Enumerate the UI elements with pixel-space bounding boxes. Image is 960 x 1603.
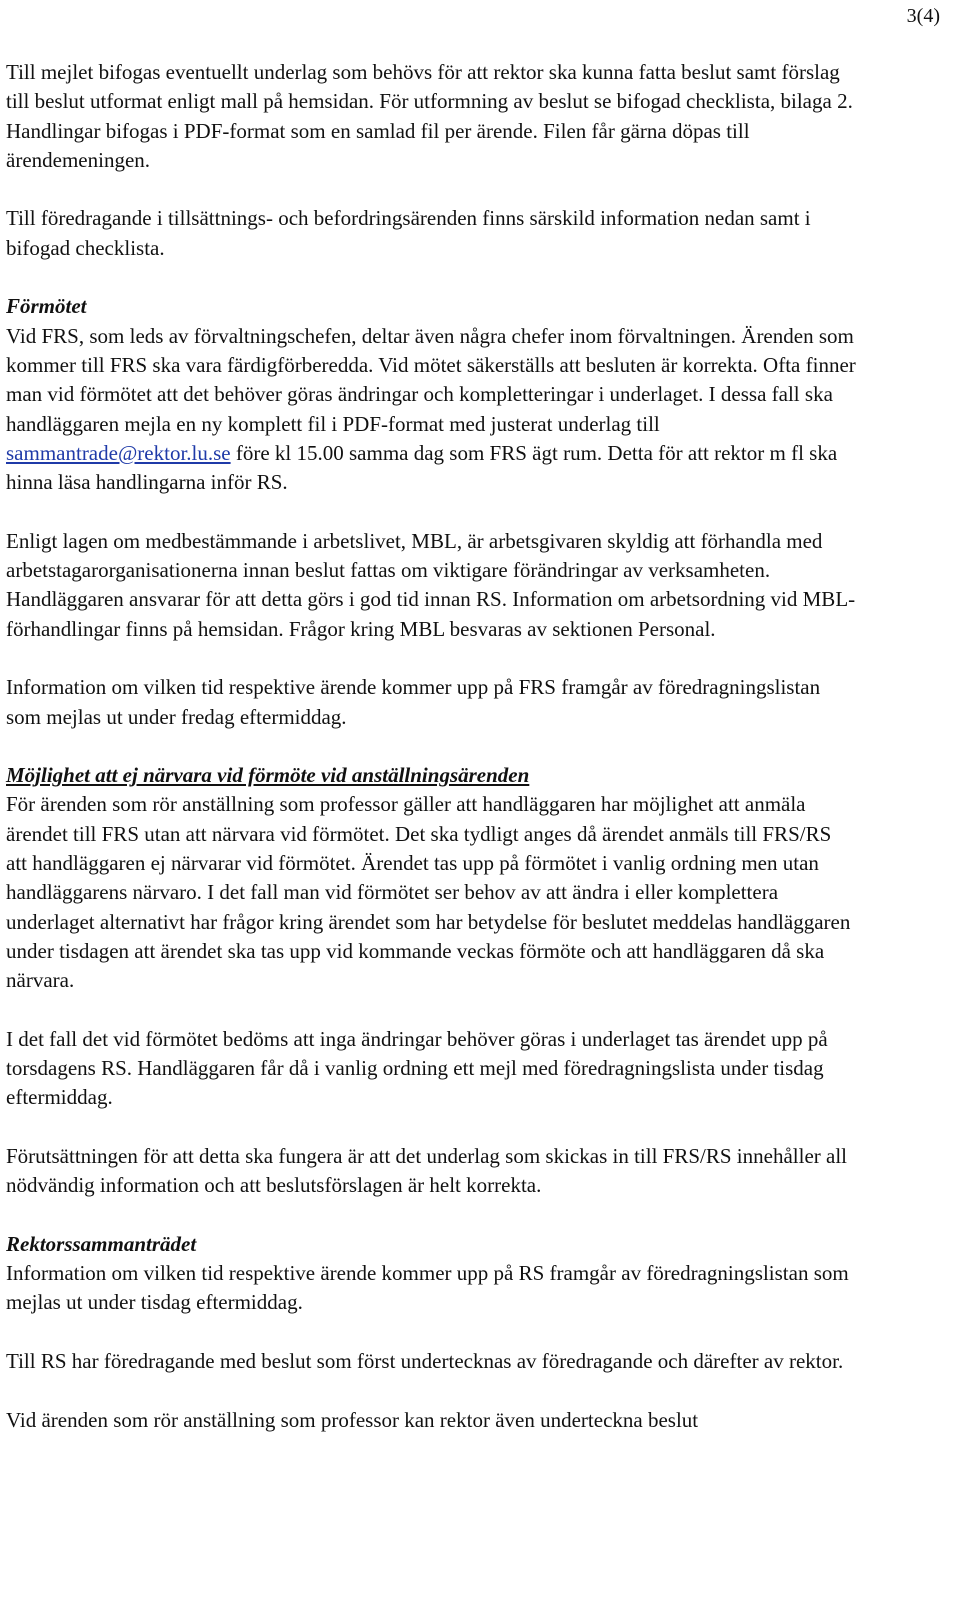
paragraph-presenter-info: Till föredragande i tillsättnings- och befordringsärenden finns särskild information nedan samt i bifogad checklista.	[6, 206, 811, 260]
section-formotet	[6, 292, 856, 497]
email-link[interactable]: sammantrade@rektor.lu.se	[6, 440, 231, 465]
mojlighet-text: För ärenden som rör anställning som professor gäller att handläggaren har möjlighet att anmäla ärendet till FRS utan att närvara vid förmötet. Det ska tydligt anges då ärendet anmäls till FRS/RS att handläggaren ej närvarar vid förmötet. Ärendet tas upp på förmötet i vanlig ordning men utan handläggarens närvaro. I det fall man vid förmötet ser behov av att ändra i eller komplettera underlaget alternativt har frågor kring ärendet som har betydelse för beslutet meddelas handläggaren under tisdagen att ärendet ska tas upp vid kommande veckas förmöte och att handläggaren då ska närvara.	[6, 792, 851, 993]
rektorssammantradet-text: Information om vilken tid respektive ärende kommer upp på RS framgår av föredragningslistan som mejlas ut under tisdag eftermiddag.	[6, 1261, 849, 1315]
paragraph-signing: Till RS har föredragande med beslut som först undertecknas av föredragande och därefter av rektor.	[6, 1349, 844, 1374]
paragraph-professor: Vid ärenden som rör anställning som professor kan rektor även underteckna beslut	[6, 1407, 699, 1432]
paragraph-no-changes: I det fall det vid förmötet bedöms att inga ändringar behöver göras i underlaget tas ärendet upp på torsdagens RS. Handläggaren får då i vanlig ordning ett mejl med föredragningslista under tisdag eftermiddag.	[6, 1026, 828, 1110]
section-mojlighet	[6, 761, 856, 995]
heading-rektorssammantradet: Rektorssammanträdet	[6, 1231, 197, 1256]
section-rektorssammantradet	[6, 1230, 856, 1318]
paragraph-prerequisite: Förutsättningen för att detta ska fungera är att det underlag som skickas in till FRS/RS innehåller all nödvändig information och att beslutsförslagen är helt korrekta.	[6, 1143, 847, 1198]
heading-formotet: Förmötet	[6, 294, 87, 319]
paragraph-frs-schedule: Information om vilken tid respektive ärende kommer upp på FRS framgår av föredragningslistan som mejlas ut under fredag eftermiddag.	[6, 675, 821, 729]
formotet-text-before: Vid FRS, som leds av förvaltningschefen, deltar även några chefer inom förvaltningen. Ärenden som kommer till FRS ska vara färdigförberedda. Vid mötet säkerställs att besluten är korrekta. Ofta finner man vid förmötet att det behöver göras ändringar och kompletteringar i underlaget. I dessa fall ska handläggaren mejla en ny komplett fil i PDF-format med justerat underlag till	[6, 323, 856, 436]
paragraph-attachments: Till mejlet bifogas eventuellt underlag som behövs för att rektor ska kunna fatta beslut samt förslag till beslut utformat enligt mall på hemsidan. För utformning av beslut se bifogad checklista, bilaga 2. Handlingar bifogas i PDF-format som en samlad fil per ärende. Filen får gärna döpas till ärendemeningen.	[6, 60, 853, 172]
document-body	[6, 58, 856, 1435]
heading-mojlighet: Möjlighet att ej närvara vid förmöte vid anställningsärenden	[6, 763, 530, 788]
page-number: 3(4)	[906, 5, 940, 27]
formotet-text-after: före kl 15.00 samma dag som FRS ägt rum. Detta för att rektor m fl ska hinna läsa handlingarna inför RS.	[6, 440, 838, 495]
paragraph-mbl: Enligt lagen om medbestämmande i arbetslivet, MBL, är arbetsgivaren skyldig att förhandla med arbetstagarorganisationerna innan beslut fattas om viktigare förändringar av verksamheten. Handläggaren ansvarar för att detta görs i god tid innan RS. Information om arbetsordning vid MBL-förhandlingar finns på hemsidan. Frågor kring MBL besvaras av sektionen Personal.	[6, 528, 856, 641]
